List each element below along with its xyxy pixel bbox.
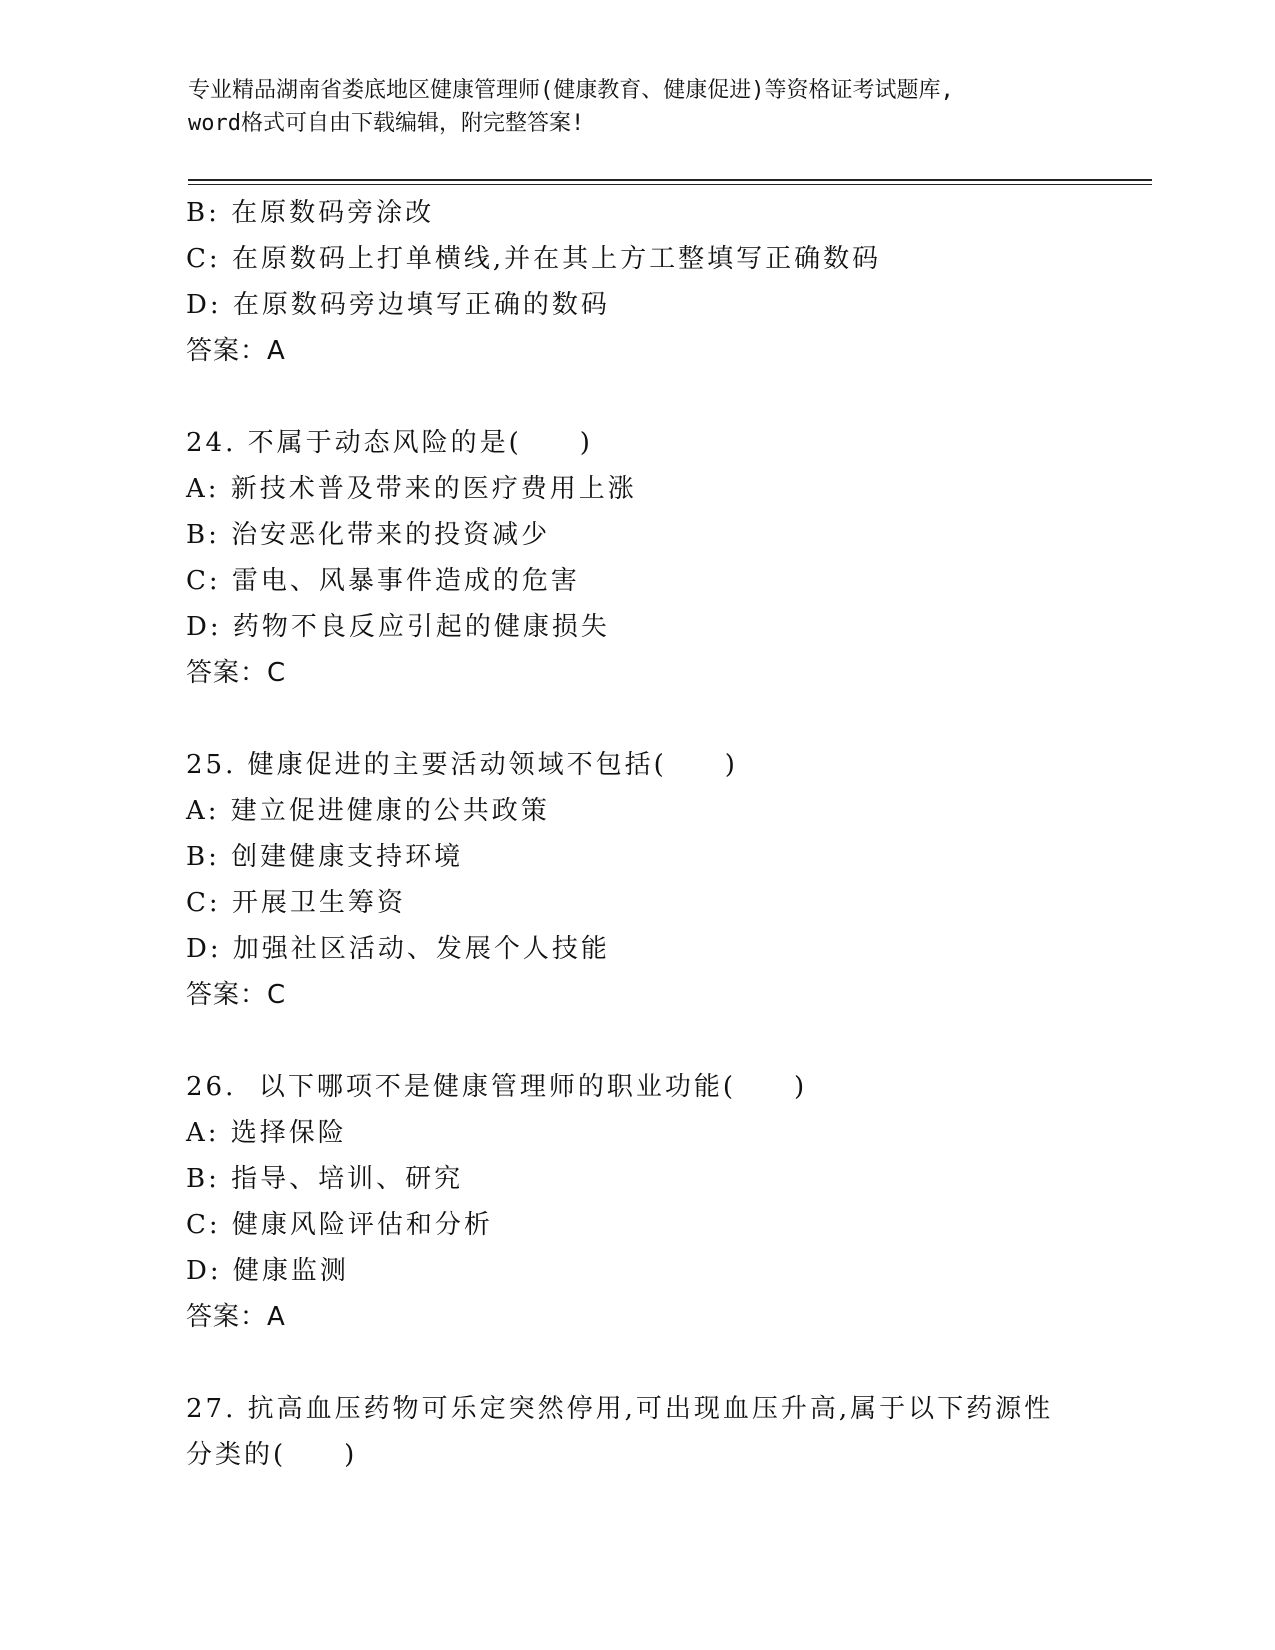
header-rule-thin — [188, 184, 1152, 185]
answer-line — [186, 1294, 1146, 1340]
question-stem: 25. 健康促进的主要活动领域不包括( ) — [186, 750, 738, 780]
answer-line — [186, 972, 1146, 1018]
option-b: B: 治安恶化带来的投资减少 — [186, 520, 551, 550]
option-d: D: 加强社区活动、发展个人技能 — [186, 934, 610, 964]
answer-value: C — [267, 980, 287, 1010]
option-b: B: 指导、培训、研究 — [186, 1164, 464, 1194]
answer-value: C — [267, 658, 287, 688]
option-c: C: 在原数码上打单横线,并在其上方工整填写正确数码 — [186, 244, 882, 274]
option-b: B: 在原数码旁涂改 — [186, 198, 435, 228]
answer-line — [186, 650, 1146, 696]
header-line-2: word格式可自由下载编辑，附完整答案! — [188, 111, 585, 136]
answer-value: A — [267, 1302, 286, 1332]
option-c: C: 开展卫生筹资 — [186, 888, 406, 918]
option-a: A: 选择保险 — [186, 1118, 347, 1148]
answer-label: 答案： — [186, 658, 268, 688]
question-stem: 26. 以下哪项不是健康管理师的职业功能( ) — [186, 1072, 808, 1102]
option-c: C: 雷电、风暴事件造成的危害 — [186, 566, 580, 596]
question-list — [186, 190, 1146, 1478]
answer-label: 答案： — [186, 1302, 268, 1332]
answer-value: A — [267, 336, 286, 366]
answer-line — [186, 328, 1146, 374]
option-d: D: 在原数码旁边填写正确的数码 — [186, 290, 610, 320]
answer-label: 答案： — [186, 336, 268, 366]
option-a: A: 建立促进健康的公共政策 — [186, 796, 550, 826]
question-25 — [186, 742, 1146, 1018]
answer-label: 答案： — [186, 980, 268, 1010]
header-line-1: 专业精品湖南省娄底地区健康管理师(健康教育、健康促进)等资格证考试题库, — [188, 78, 954, 103]
header-rule — [188, 179, 1152, 181]
option-c: C: 健康风险评估和分析 — [186, 1210, 493, 1240]
option-a: A: 新技术普及带来的医疗费用上涨 — [186, 474, 637, 504]
document-header — [188, 74, 1088, 140]
question-23-partial — [186, 190, 1146, 374]
question-stem: 24. 不属于动态风险的是( ) — [186, 428, 593, 458]
option-d: D: 药物不良反应引起的健康损失 — [186, 612, 610, 642]
option-b: B: 创建健康支持环境 — [186, 842, 464, 872]
question-24 — [186, 420, 1146, 696]
question-27 — [186, 1386, 1146, 1478]
question-stem-line-1: 27. 抗高血压药物可乐定突然停用,可出现血压升高,属于以下药源性 — [186, 1394, 1054, 1424]
question-26 — [186, 1064, 1146, 1340]
question-stem-line-2: 分类的( ) — [186, 1440, 358, 1470]
option-d: D: 健康监测 — [186, 1256, 349, 1286]
